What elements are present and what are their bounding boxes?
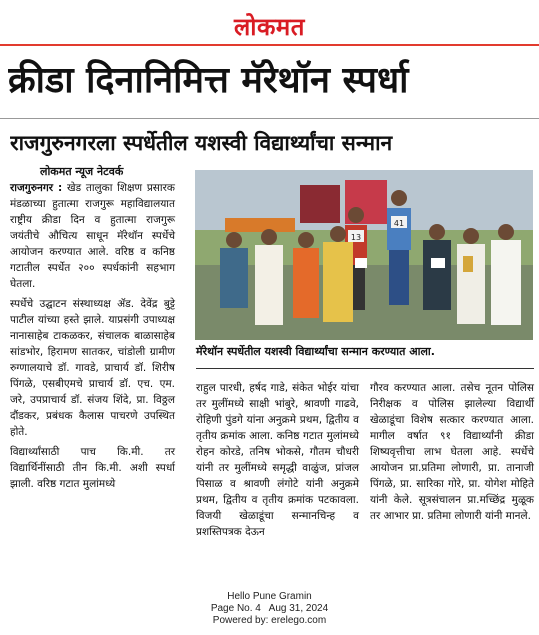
byline: लोकमत न्यूज नेटवर्क — [40, 165, 124, 178]
article-column-2 — [196, 380, 359, 544]
footer-page-date: Page No. 4 Aug 31, 2024 — [210, 603, 329, 614]
svg-text:41: 41 — [393, 219, 405, 228]
headline: क्रीडा दिनानिमित्त मॅरेथॉन स्पर्धा — [8, 60, 409, 101]
certificate — [355, 258, 367, 268]
banner — [225, 218, 295, 232]
headline-divider — [0, 118, 539, 119]
event-photo — [195, 170, 533, 340]
article-paragraph: राहुल पारधी, हर्षद गाडे, संकेत भोईर यांचा तर मुलींमध्ये साक्षी भांबुरे, श्रावणी गाढवे, रोहिणी पुंडगे यांना अनुक्रमे प्रथम, द्वितीय व तृतीय क्रमांक आला. कनिष्ठ गटात मुलांमध्ये रोहन कोरडे, तनिष भोकसे, गौतम चौधरी यांनी तर मुलींमध्ये समृद्धी वाळुंज, प्रांजल पिसाळ व श्रावणी लंगोटे यांनी अनुक्रमे प्रथम, द्वितीय व तृतीय क्रमांक पटकावला. विजयी खेळाडूंचा सन्मानचिन्ह व प्रशस्तिपत्रक देऊन — [196, 382, 359, 538]
article-column-3 — [370, 380, 534, 528]
article-paragraph: गौरव करण्यात आला. तसेच नूतन पोलिस निरीक्षक व पोलिस झालेल्या विद्यार्थी खेळाडूंचा विशेष सत्कार करण्यात आला. मागील वर्षात ९१ विद्यार्थ्यांनी क्रीडा शिष्यवृत्तीचा लाभ घेतला आहे. स्पर्धेचे आयोजन प्रा.प्रतिमा लोणारी, प्रा. तानाजी पिंगळे, प्रा. सारिका गोरे, प्रा. योगेश मोहिते यांनी केले. सूत्रसंचालन प्रा.मच्छिंद्र मुळूक तर आभार प्रा. प्रतिमा लोणारी यांनी मानले. — [370, 382, 534, 522]
masthead-rule — [0, 44, 539, 46]
article-paragraph — [10, 180, 175, 292]
paragraph-text: खेड तालुका शिक्षण प्रसारक मंडळाच्या हुतात्मा राजगुरू महाविद्यालयात राष्ट्रीय क्रीडा दिन व हुतात्मा राजगुरू जयंतीचे औचित्य साधून मॅरेथॉन स्पर्धेचे आयोजन करण्यात आले. वरिष्ठ व कनिष्ठ गटातील स्पर्धेत २०० स्पर्धकांनी सहभाग घेतला. — [10, 182, 175, 290]
caption-divider — [196, 368, 534, 369]
footer-powered-by: Powered by: erelego.com — [212, 615, 327, 626]
footer-publication: Hello Pune Gramin — [227, 591, 312, 602]
svg-text:13: 13 — [350, 233, 362, 242]
certificate — [431, 258, 445, 268]
article-column-1 — [10, 180, 175, 496]
subheadline: राजगुरुनगरला स्पर्धेतील यशस्वी विद्यार्थ्यांचा सन्मान — [10, 131, 393, 155]
photo-caption: मॅरेथॉन स्पर्धेतील यशस्वी विद्यार्थ्यांचा सन्मान करण्यात आला. — [196, 345, 435, 358]
article-paragraph: स्पर्धेचे उद्घाटन संस्थाध्यक्ष ॲड. देवेंद्र बुट्टे पाटील यांच्या हस्ते झाले. याप्रसंगी उपाध्यक्ष नानासाहेब टाकळकर, संचालक बाळासाहेब सांडभोर, हिरामण सातकर, चांडोली ग्रामीण रुग्णालयाचे डॉ. गावडे, प्राचार्य डॉ. शिरीष पिंगळे, एसबीएमचे प्राचार्य डॉ. एच. एम. जरे, उपप्राचार्य डॉ. संजय शिंदे, प्रा. विठ्ठल दौंडकर, प्रबंधक कैलास पाचरणे उपस्थित होते. — [10, 298, 175, 438]
footer — [0, 591, 539, 627]
dateline: राजगुरुनगर : — [10, 182, 63, 194]
masthead-logo: लोकमत — [234, 12, 305, 41]
event-photo-illustration — [195, 170, 533, 340]
flag-left — [300, 185, 340, 223]
trophy — [463, 256, 473, 272]
article-paragraph: विद्यार्थ्यांसाठी पाच कि.मी. तर विद्यार्थिनींसाठी तीन कि.मी. अशी स्पर्धा झाली. वरिष्ठ गटात मुलांमध्ये — [10, 446, 175, 490]
